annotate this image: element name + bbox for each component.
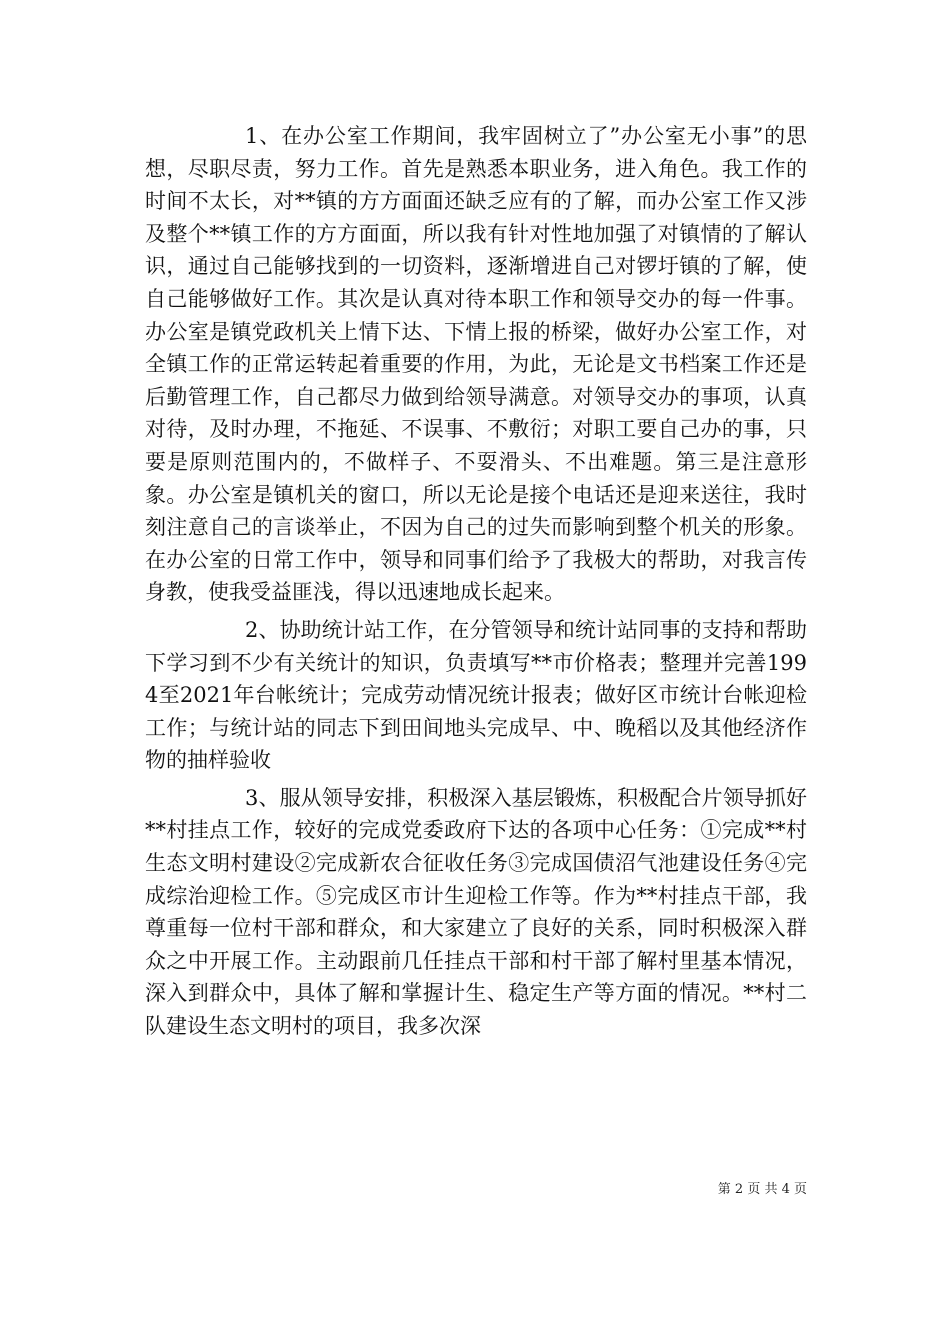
paragraph-3: 3、服从领导安排，积极深入基层锻炼，积极配合片领导抓好**村挂点工作，较好的完成党委政府下达的各项中心任务：①完成**村生态文明村建设②完成新农合征收任务③完成国债沼气池建设任务④完成综治迎检工作。⑤完成区市计生迎检工作等。作为**村挂点干部，我尊重每一位村干部和群众，和大家建立了良好的关系，同时积极深入群众之中开展工作。主动跟前几任挂点干部和村干部了解村里基本情况，深入到群众中，具体了解和掌握计生、稳定生产等方面的情况。**村二队建设生态文明村的项目，我多次深 <box>145 785 807 1039</box>
paragraph-2: 2、协助统计站工作，在分管领导和统计站同事的支持和帮助下学习到不少有关统计的知识，负责填写**市价格表；整理并完善1994至2021年台帐统计；完成劳动情况统计报表；做好区市统计台帐迎检工作；与统计站的同志下到田间地头完成早、中、晚稻以及其他经济作物的抽样验收 <box>145 617 807 773</box>
page-number-footer: 第 2 页 共 4 页 <box>717 1182 807 1197</box>
document-body <box>145 120 807 1043</box>
paragraph-1: 1、在办公室工作期间，我牢固树立了”办公室无小事”的思想，尽职尽责，努力工作。首先是熟悉本职业务，进入角色。我工作的时间不太长，对**镇的方方面面还缺乏应有的了解，而办公室工作又涉及整个**镇工作的方方面面，所以我有针对性地加强了对镇情的了解认识，通过自己能够找到的一切资料，逐渐增进自己对锣圩镇的了解，使自己能够做好工作。其次是认真对待本职工作和领导交办的每一件事。办公室是镇党政机关上情下达、下情上报的桥梁，做好办公室工作，对全镇工作的正常运转起着重要的作用，为此，无论是文书档案工作还是后勤管理工作，自己都尽力做到给领导满意。对领导交办的事项，认真对待，及时办理，不拖延、不误事、不敷衍；对职工要自己办的事，只要是原则范围内的，不做样子、不耍滑头、不出难题。第三是注意形象。办公室是镇机关的窗口，所以无论是接个电话还是迎来送往，我时刻注意自己的言谈举止，不因为自己的过失而影响到整个机关的形象。在办公室的日常工作中，领导和同事们给予了我极大的帮助，对我言传身教，使我受益匪浅，得以迅速地成长起来。 <box>145 124 807 605</box>
